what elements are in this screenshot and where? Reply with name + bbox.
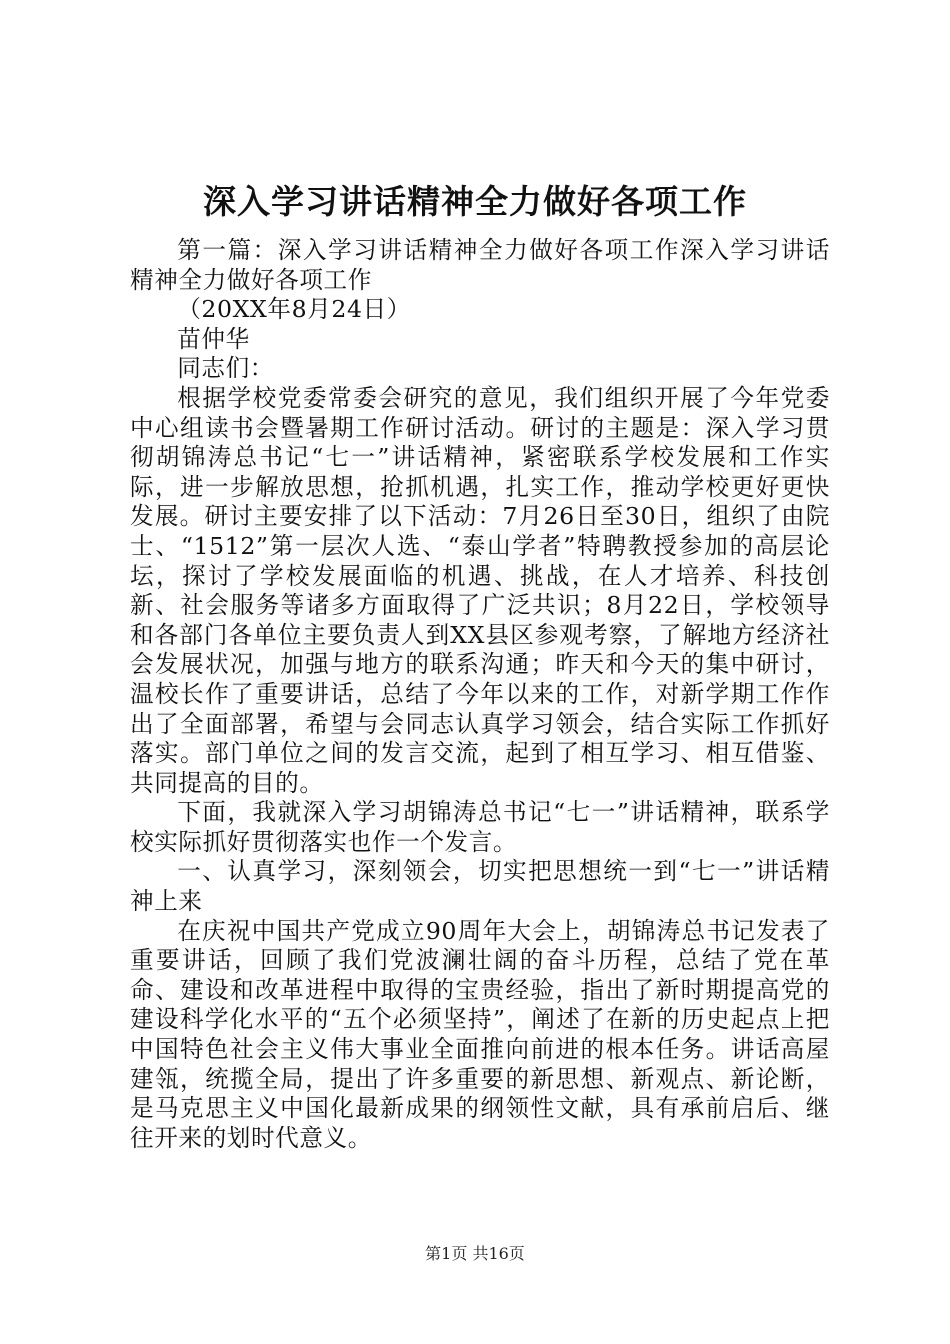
paragraph-date: （20XX年8月24日） bbox=[177, 295, 412, 324]
paragraph-salutation: 同志们： bbox=[177, 354, 274, 383]
paragraph-subtitle: 第一篇：深入学习讲话精神全力做好各项工作深入学习讲话精神全力做好各项工作 bbox=[130, 236, 830, 294]
paragraph-author: 苗仲华 bbox=[177, 324, 250, 353]
document-title: 深入学习讲话精神全力做好各项工作 bbox=[203, 182, 747, 221]
paragraph-section-heading: 一、认真学习，深刻领会，切实把思想统一到“七一”讲话精神上来 bbox=[130, 857, 830, 916]
paragraph-body: 下面，我就深入学习胡锦涛总书记“七一”讲话精神，联系学校实际抓好贯彻落实也作一个发言。 bbox=[130, 798, 830, 856]
document-body bbox=[130, 236, 830, 1153]
page-number-footer: 第1页 共16页 bbox=[425, 1244, 525, 1263]
paragraph-body: 在庆祝中国共产党成立90周年大会上，胡锦涛总书记发表了重要讲话，回顾了我们党波澜壮阔的奋斗历程，总结了党在革命、建设和改革进程中取得的宝贵经验，指出了新时期提高党的建设科学化水平的“五个必须坚持”，阐述了在新的历史起点上把中国特色社会主义伟大事业全面推向前进的根本任务。讲话高屋建瓴，统揽全局，提出了许多重要的新思想、新观点、新论断，是马克思主义中国化最新成果的纲领性文献，具有承前启后、继往开来的划时代意义。 bbox=[130, 916, 830, 1152]
paragraph-body: 根据学校党委常委会研究的意见，我们组织开展了今年党委中心组读书会暨暑期工作研讨活动。研讨的主题是：深入学习贯彻胡锦涛总书记“七一”讲话精神，紧密联系学校发展和工作实际，进一步解放思想，抢抓机遇，扎实工作，推动学校更好更快发展。研讨主要安排了以下活动：7月26日至30日，组织了由院士、“1512”第一层次人选、“泰山学者”特聘教授参加的高层论坛，探讨了学校发展面临的机遇、挑战，在人才培养、科技创新、社会服务等诸多方面取得了广泛共识；8月22日，学校领导和各部门各单位主要负责人到XX县区参观考察，了解地方经济社会发展状况，加强与地方的联系沟通；昨天和今天的集中研讨，温校长作了重要讲话，总结了今年以来的工作，对新学期工作作出了全面部署，希望与会同志认真学习领会，结合实际工作抓好落实。部门单位之间的发言交流，起到了相互学习、相互借鉴、共同提高的目的。 bbox=[130, 383, 830, 797]
